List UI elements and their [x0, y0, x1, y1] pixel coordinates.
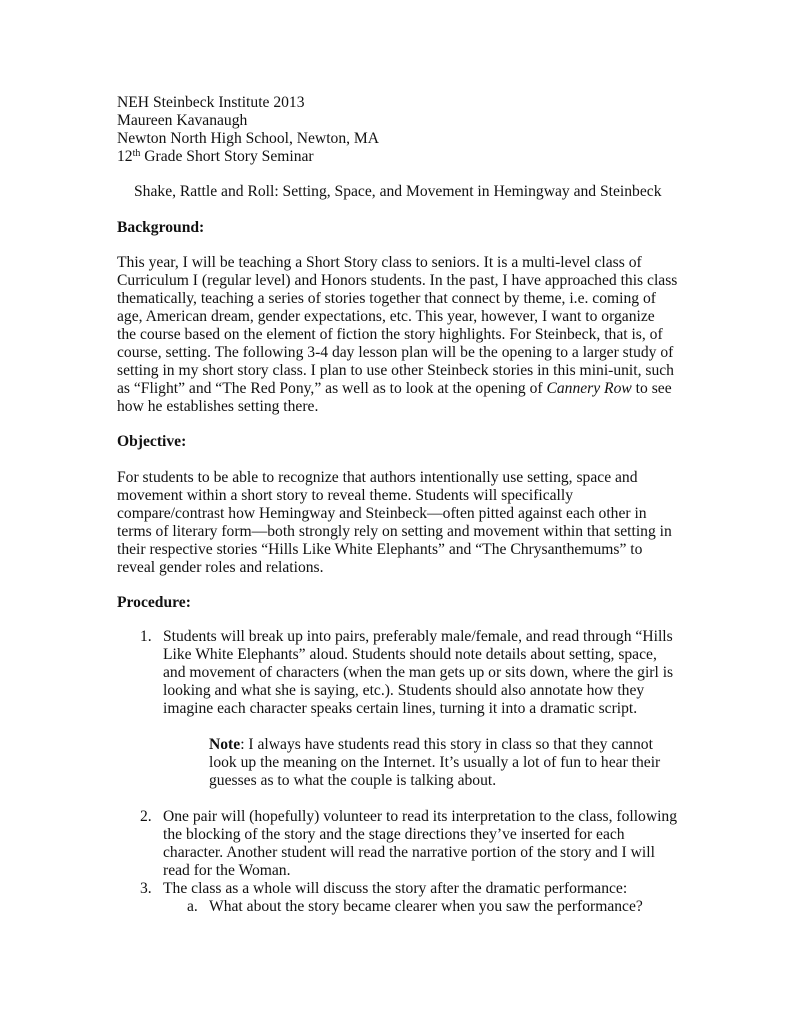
procedure-item-line: The class as a whole will discuss the story after the dramatic performance: — [163, 880, 628, 897]
note-line: look up the meaning on the Internet. It’s usually a lot of fun to hear their — [209, 754, 661, 771]
list-number: 3. — [140, 880, 152, 897]
background-line: Curriculum I (regular level) and Honors students. In the past, I have approached this class — [117, 272, 678, 289]
procedure-item-line: the blocking of the story and the stage directions they’ve inserted for each — [163, 826, 625, 843]
procedure-item-line: character. Another student will read the narrative portion of the story and I will — [163, 844, 655, 861]
procedure-item-line: One pair will (hopefully) volunteer to read its interpretation to the class, following — [163, 808, 678, 825]
procedure-item-line: looking and what she is saying, etc.). Students should also annotate how they — [163, 682, 645, 699]
background-line: setting in my short story class. I plan to use other Steinbeck stories in this mini-unit, such — [117, 362, 674, 379]
note-line: guesses as to what the couple is talking about. — [209, 772, 497, 789]
objective-line: terms of literary form—both strongly rely on setting and movement within that setting in — [117, 523, 672, 540]
list-letter: a. — [187, 898, 198, 915]
objective-line: compare/contrast how Hemingway and Steinbeck—often pitted against each other in — [117, 505, 647, 522]
grade-rest: Grade Short Story Seminar — [140, 148, 314, 165]
document-title: Shake, Rattle and Roll: Setting, Space, and Movement in Hemingway and Steinbeck — [134, 183, 662, 200]
institute-line: NEH Steinbeck Institute 2013 — [117, 94, 305, 111]
procedure-item-line: imagine each character speaks certain lines, turning it into a dramatic script. — [163, 700, 638, 717]
procedure-item-line: Like White Elephants” aloud. Students should note details about setting, space, — [163, 646, 657, 663]
book-title: Cannery Row — [546, 380, 632, 397]
objective-line: reveal gender roles and relations. — [117, 559, 324, 576]
background-heading: Background: — [117, 219, 205, 236]
note-text: : I always have students read this story in class so that they cannot — [240, 736, 653, 753]
background-line: the course based on the element of fiction the story highlights. For Steinbeck, that is, of — [117, 326, 663, 343]
procedure-item-line: read for the Woman. — [163, 862, 291, 879]
background-line: how he establishes setting there. — [117, 398, 319, 415]
note-line — [209, 736, 653, 754]
note-label: Note — [209, 736, 241, 753]
procedure-item-line: Students will break up into pairs, preferably male/female, and read through “Hills — [163, 628, 673, 645]
background-line: course, setting. The following 3-4 day lesson plan will be the opening to a larger study of — [117, 344, 674, 361]
grade-superscript: th — [132, 148, 141, 159]
school-line: Newton North High School, Newton, MA — [117, 130, 380, 147]
background-line: thematically, teaching a series of stories together that connect by theme, i.e. coming of — [117, 290, 656, 307]
background-line: age, American dream, gender expectations, etc. This year, however, I want to organize — [117, 308, 655, 325]
grade-number: 12 — [117, 148, 133, 165]
procedure-item-line: and movement of characters (when the man gets up or sits down, where the girl is — [163, 664, 674, 681]
list-number: 1. — [140, 628, 152, 645]
objective-line: their respective stories “Hills Like White Elephants” and “The Chrysanthemums” to — [117, 541, 643, 558]
procedure-heading: Procedure: — [117, 594, 191, 611]
course-line — [117, 148, 314, 166]
objective-line: For students to be able to recognize that authors intentionally use setting, space and — [117, 469, 638, 486]
objective-heading: Objective: — [117, 433, 187, 450]
background-text: as “Flight” and “The Red Pony,” as well as to look at the opening of — [117, 380, 547, 397]
procedure-subitem-line: What about the story became clearer when you saw the performance? — [209, 898, 643, 915]
background-text: to see — [631, 380, 672, 397]
background-line — [117, 380, 672, 398]
background-line: This year, I will be teaching a Short Story class to seniors. It is a multi-level class of — [117, 254, 642, 271]
objective-line: movement within a short story to reveal theme. Students will specifically — [117, 487, 574, 504]
author-name: Maureen Kavanaugh — [117, 112, 248, 129]
list-number: 2. — [140, 808, 152, 825]
